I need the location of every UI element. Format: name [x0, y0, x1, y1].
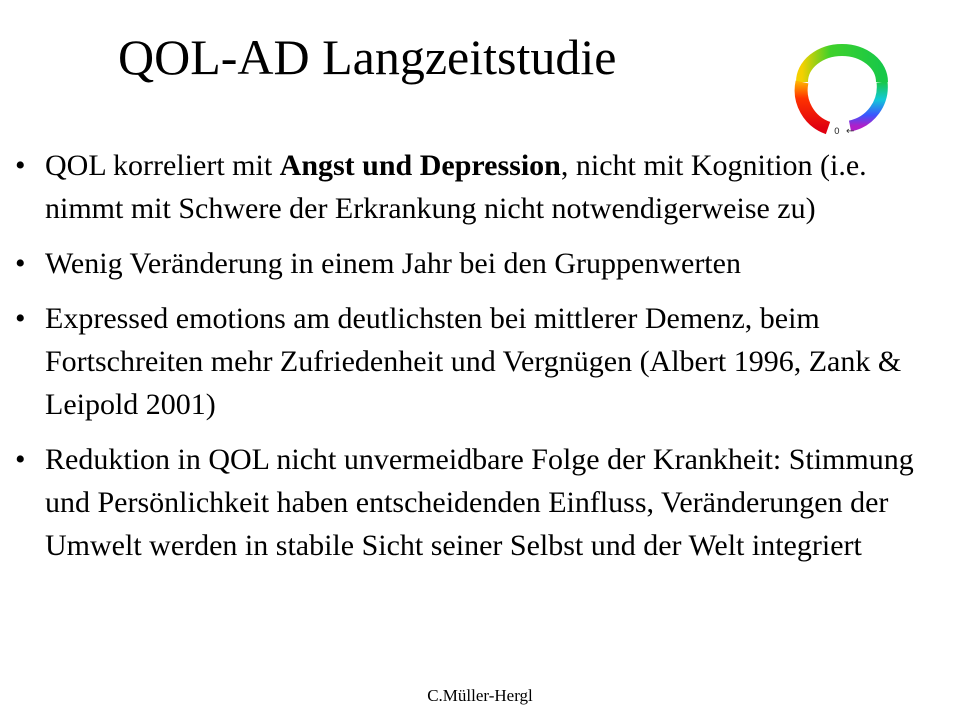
bullet-text-bold: Angst und Depression [279, 149, 561, 182]
bullet-text: Wenig Veränderung in einem Jahr bei den Gruppenwerten [45, 247, 741, 280]
bullet-text-after: , nicht mit Kognition (i.e. nimmt mit Schwere der Erkrankung nicht notwendigerweise zu) [45, 149, 867, 225]
bullet-text-before: QOL korreliert mit [45, 149, 280, 182]
bullet-item [15, 144, 925, 230]
bullet-symbol: • [15, 302, 26, 335]
bullet-symbol: • [15, 149, 26, 182]
bullet-text: Reduktion in QOL nicht unvermeidbare Folge der Krankheit: Stimmung und Persönlichkeit haben entscheidenden Einfluss, Veränderungen der Umwelt werden in stabile Sicht seiner Selbst und der Welt integriert [45, 443, 914, 562]
bullet-list [0, 144, 960, 579]
bullet-symbol: • [15, 247, 26, 280]
logo-arrow-label: ← [846, 126, 855, 137]
bullet-item [15, 438, 925, 567]
slide-title: QOL-AD Langzeitstudie [118, 29, 617, 85]
logo-zero-label: 0 [834, 127, 840, 137]
bullet-item [15, 297, 925, 426]
bullet-item [15, 242, 925, 285]
bullet-symbol: • [15, 443, 26, 476]
bullet-text: Expressed emotions am deutlichsten bei mittlerer Demenz, beim Fortschreiten mehr Zufriedenheit und Vergnügen (Albert 1996, Zank & Leipold 2001) [45, 302, 902, 421]
footer-author: C.Müller-Hergl [427, 686, 533, 705]
color-ring-logo-icon [790, 36, 894, 140]
